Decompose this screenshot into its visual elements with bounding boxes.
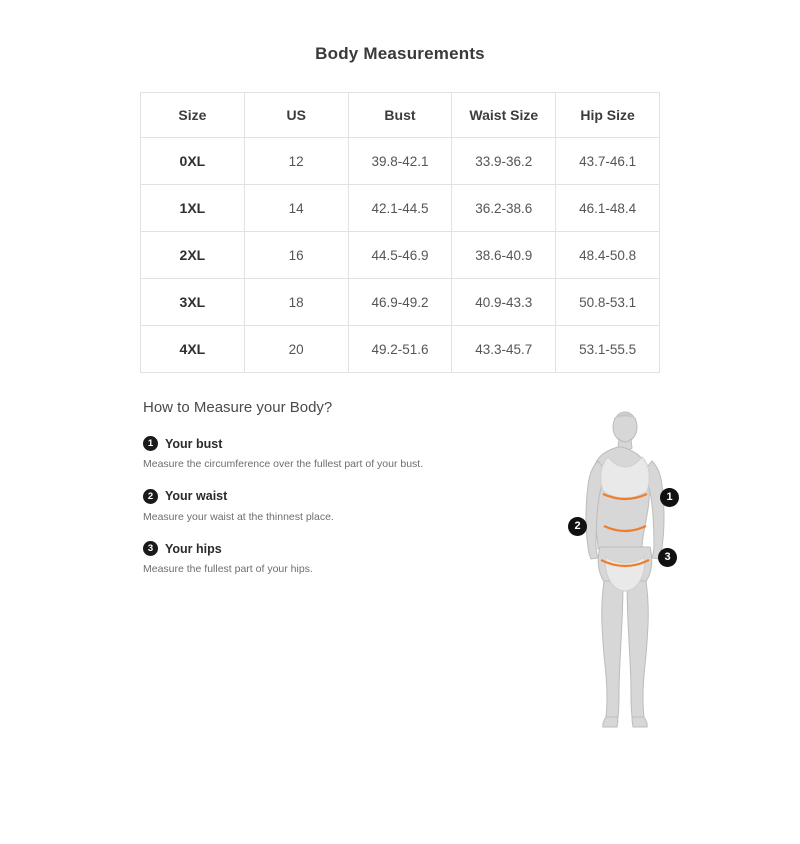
measure-item-bust [143, 436, 473, 472]
cell-bust: 49.2-51.6 [348, 326, 452, 373]
measure-item-description: Measure the fullest part of your hips. [143, 563, 313, 576]
column-header-bust: Bust [348, 93, 452, 138]
cell-us: 16 [244, 232, 348, 279]
cell-waist: 38.6-40.9 [452, 232, 556, 279]
cell-size: 0XL [141, 138, 245, 185]
cell-hip: 53.1-55.5 [556, 326, 660, 373]
how-to-measure-heading: How to Measure your Body? [143, 399, 333, 416]
cell-waist: 40.9-43.3 [452, 279, 556, 326]
column-header-size: Size [141, 93, 245, 138]
column-header-hip: Hip Size [556, 93, 660, 138]
numbered-bullet-icon: 3 [143, 541, 158, 556]
table-row [141, 326, 660, 373]
cell-bust: 44.5-46.9 [348, 232, 452, 279]
cell-size: 2XL [141, 232, 245, 279]
figure-callout-waist: 2 [568, 517, 587, 536]
measure-item-label: Your hips [165, 541, 222, 556]
cell-bust: 46.9-49.2 [348, 279, 452, 326]
cell-size: 3XL [141, 279, 245, 326]
cell-size: 1XL [141, 185, 245, 232]
cell-bust: 39.8-42.1 [348, 138, 452, 185]
cell-waist: 36.2-38.6 [452, 185, 556, 232]
cell-size: 4XL [141, 326, 245, 373]
table-header [141, 93, 660, 138]
numbered-bullet-icon: 1 [143, 436, 158, 451]
cell-hip: 43.7-46.1 [556, 138, 660, 185]
measure-item-header [143, 436, 473, 451]
cell-bust: 42.1-44.5 [348, 185, 452, 232]
size-guide-page [0, 44, 800, 844]
column-header-us: US [244, 93, 348, 138]
measure-item-waist [143, 489, 473, 525]
measure-item-label: Your waist [165, 489, 228, 504]
column-header-waist: Waist Size [452, 93, 556, 138]
table-header-row [141, 93, 660, 138]
cell-waist: 43.3-45.7 [452, 326, 556, 373]
measure-item-description: Measure your waist at the thinnest place. [143, 510, 334, 523]
cell-hip: 48.4-50.8 [556, 232, 660, 279]
table-row [141, 232, 660, 279]
cell-waist: 33.9-36.2 [452, 138, 556, 185]
measure-item-label: Your bust [165, 436, 223, 451]
cell-hip: 46.1-48.4 [556, 185, 660, 232]
table-row [141, 138, 660, 185]
measure-item-description: Measure the circumference over the fullest part of your bust. [143, 458, 424, 470]
cell-us: 20 [244, 326, 348, 373]
size-table-container [140, 92, 660, 373]
numbered-bullet-icon: 2 [143, 489, 158, 504]
cell-us: 14 [244, 185, 348, 232]
female-body-diagram-icon [510, 409, 740, 754]
page-title: Body Measurements [315, 44, 485, 63]
measure-item-hips [143, 541, 473, 577]
table-body [141, 138, 660, 373]
measure-item-header [143, 541, 473, 556]
cell-us: 18 [244, 279, 348, 326]
body-figure-illustration [510, 409, 740, 754]
table-row [141, 185, 660, 232]
how-to-measure-section [0, 399, 800, 577]
cell-hip: 50.8-53.1 [556, 279, 660, 326]
table-row [141, 279, 660, 326]
size-table [140, 92, 660, 373]
figure-callout-hips: 3 [658, 548, 677, 567]
measure-item-header [143, 489, 473, 504]
figure-callout-bust: 1 [660, 488, 679, 507]
cell-us: 12 [244, 138, 348, 185]
